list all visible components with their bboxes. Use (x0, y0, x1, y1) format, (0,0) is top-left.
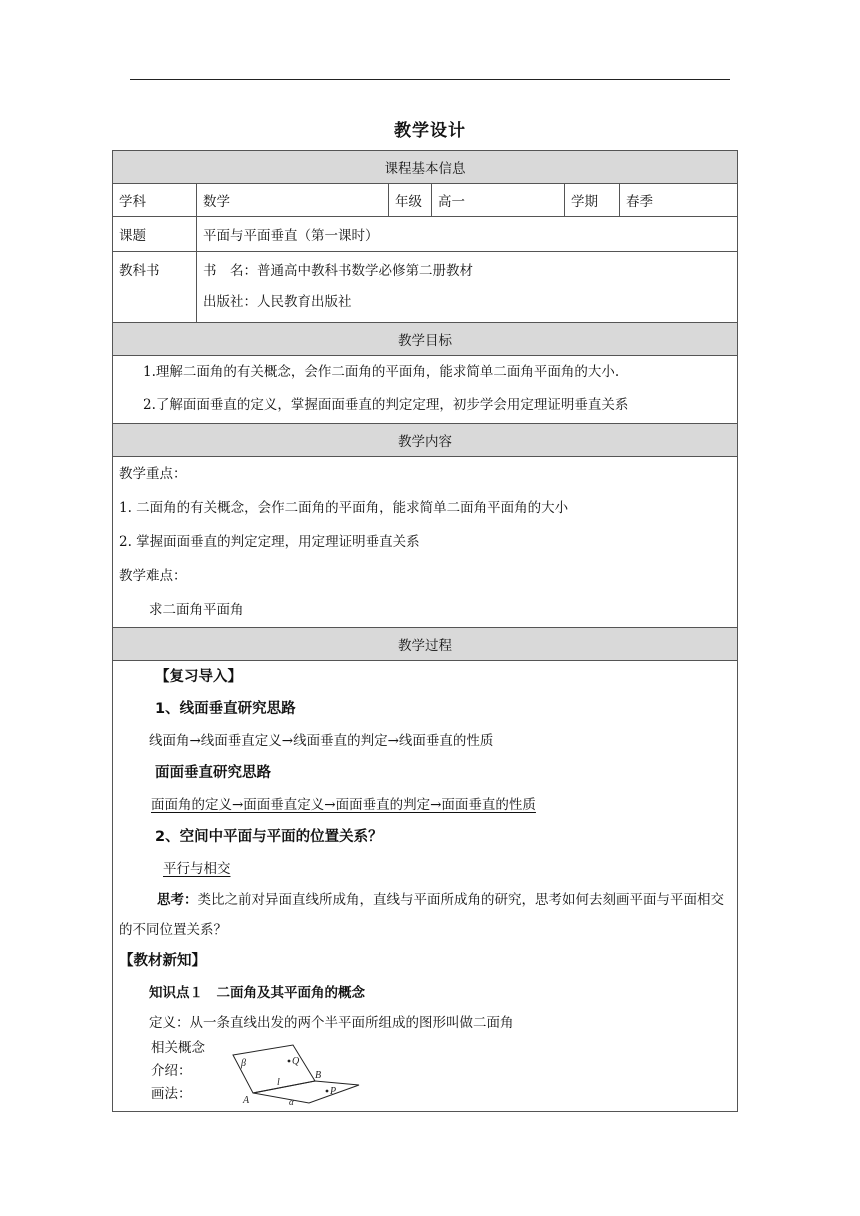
q1b-heading: 面面垂直研究思路 (155, 765, 271, 781)
q1-text: 线面角→线面垂直定义→线面垂直的判定→线面垂直的性质 (149, 733, 494, 749)
dihedral-angle-diagram (229, 1039, 369, 1111)
think-text: 类比之前对异面直线所成角，直线与平面所成角的研究，思考如何去刻画平面与平面相交的不同位置关系？ (119, 892, 724, 938)
point-q-dot (288, 1060, 291, 1063)
textbook-name: 书 名：普通高中教科书数学必修第二册教材 (203, 263, 473, 279)
document-title: 教学设计 (394, 121, 466, 141)
process-cell (113, 661, 738, 1112)
topic-label: 课题 (113, 217, 197, 252)
label-q: Q (292, 1056, 300, 1067)
q1-heading: 1、线面垂直研究思路 (155, 701, 296, 717)
difficulty-label: 教学难点： (119, 568, 187, 584)
header-rule (130, 79, 730, 80)
subject-value: 数学 (197, 184, 389, 217)
textbook-value (197, 252, 738, 323)
grade-value: 高一 (432, 184, 565, 217)
label-b: B (315, 1070, 322, 1081)
section-header-objectives: 教学目标 (113, 323, 738, 356)
dihedral-figure-row (119, 1037, 731, 1111)
grade-label: 年级 (389, 184, 432, 217)
lesson-plan-table (112, 150, 738, 1112)
section-header-basic-info: 课程基本信息 (113, 151, 738, 184)
label-l: l (277, 1077, 280, 1088)
drawing-label: 画法： (151, 1086, 192, 1102)
review-heading: 【复习导入】 (155, 669, 242, 685)
point-p-dot (326, 1090, 329, 1093)
textbook-label-text: 教科书 (119, 263, 160, 279)
label-a: A (243, 1095, 250, 1106)
topic-value: 平面与平面垂直（第一课时） (197, 217, 738, 252)
difficulty-item: 求二面角平面角 (149, 602, 244, 618)
key-point-item: 1. 二面角的有关概念，会作二面角的平面角，能求简单二面角平面角的大小 (119, 500, 569, 516)
section-header-content: 教学内容 (113, 424, 738, 457)
new-knowledge-heading: 【教材新知】 (119, 953, 206, 969)
related-concepts-label: 相关概念 (151, 1040, 205, 1056)
textbook-label (113, 252, 197, 323)
q2-answer: 平行与相交 (163, 861, 231, 877)
objective-item: 1.理解二面角的有关概念，会作二面角的平面角，能求简单二面角平面角的大小. (143, 364, 620, 380)
subject-label: 学科 (113, 184, 197, 217)
key-point-item: 2. 掌握面面垂直的判定定理，用定理证明垂直关系 (119, 534, 420, 550)
intro-label: 介绍： (151, 1063, 192, 1079)
key-points-label: 教学重点： (119, 466, 187, 482)
think-paragraph (119, 885, 731, 945)
objectives-cell (113, 356, 738, 424)
label-beta: β (241, 1058, 246, 1069)
term-label: 学期 (565, 184, 620, 217)
q2-heading: 2、空间中平面与平面的位置关系？ (155, 829, 383, 845)
label-alpha: α (289, 1097, 294, 1107)
plane-alpha (253, 1081, 359, 1103)
objective-item: 2.了解面面垂直的定义，掌握面面垂直的判定定理，初步学会用定理证明垂直关系 (143, 397, 629, 413)
q1b-text: 面面角的定义→面面垂直定义→面面垂直的判定→面面垂直的性质 (151, 797, 536, 813)
content-cell (113, 457, 738, 628)
textbook-publisher: 出版社：人民教育出版社 (203, 294, 352, 310)
knowledge-point-heading: 知识点１ 二面角及其平面角的概念 (149, 985, 365, 1001)
label-p: P (330, 1086, 337, 1097)
plane-beta (233, 1045, 315, 1093)
section-header-process: 教学过程 (113, 628, 738, 661)
think-label: 思考： (157, 892, 198, 908)
definition-text: 定义：从一条直线出发的两个半平面所组成的图形叫做二面角 (149, 1015, 514, 1031)
term-value: 春季 (620, 184, 738, 217)
